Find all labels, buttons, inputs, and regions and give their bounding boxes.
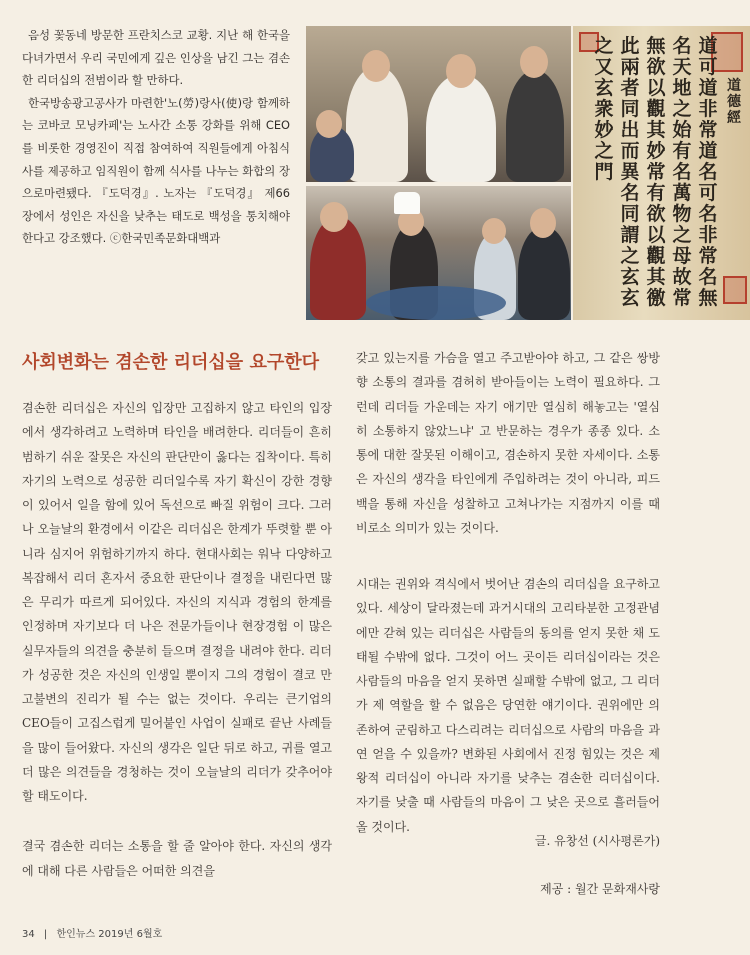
scroll-title: 道德經 <box>727 78 741 126</box>
pope-visit-photo <box>306 26 571 182</box>
source-credit: 제공 : 월간 문화재사랑 <box>540 882 660 896</box>
article-column-left <box>22 396 332 883</box>
dodeokgyeong-scroll-image <box>573 26 750 320</box>
body-paragraph: 겸손한 리더십은 자신의 입장만 고집하지 않고 타인의 입장에서 생각하려고 노력하며 타인을 배려한다. 리더들이 흔히 범하기 쉬운 잘못은 자신의 판단만이 옳다는 집착이다. 특히 자기의 노력으로 성공한 리더일수록 자기 확신이 강한 경향이 있어서 일을 함에 있어 독선으로 빠질 위험이 크다. 그러나 오늘날의 환경에서 이같은 리더십은 한계가 뚜렷할 뿐 아니라 심지어 위험하기까지 하다. 현대사회는 워낙 다양하고 복잡해서 리더 혼자서 중요한 판단이나 결정을 내린다면 많은 무리가 따르게 되어있다. 자신의 지식과 경험의 한계를 인정하며 자기보다 더 나은 전문가들이나 현장경험 이 많은 실무자들의 의견을 충분히 들으며 결정을 내려야 한다. 리더가 성공한 것은 자신의 인생일 뿐이지 그의 경험이 결코 만고불변의 진리가 될 수는 없는 것이다. 우리는 큰기업의 CEO들이 고집스럽게 밀어붙인 사업이 실패로 끝난 사례들을 많이 들어왔다. 자신의 생각은 일단 뒤로 하고, 귀를 열고 더 많은 의견들을 경청하는 것이 오늘날의 리더가 갖추어야 할 태도이다. <box>22 401 332 803</box>
scroll-column-5: 之又玄衆妙之門 <box>594 35 614 183</box>
scroll-column-1: 道可道非常道名可名非常名無 <box>698 35 718 309</box>
body-paragraph: 갖고 있는지를 가슴을 열고 주고받아야 하고, 그 같은 쌍방향 소통의 결과를 겸허히 받아들이는 노력이 필요하다. 그런데 리더들 가운데는 자기 애기만 열심히 해놓고는 '열심히 소통하지 않았느냐' 고 반문하는 경우가 종종 있다. 소통에 대한 잘못된 이해이고, 겸손하지 못한 자세이다. 소통은 자신의 생각을 타인에게 주입하려는 것이 아니라, 피드백을 통해 자신을 성찰하고 고쳐나가는 지점까지 이를 때 비로소 의미가 있는 것이다. <box>356 351 660 535</box>
article-column-right <box>356 346 660 839</box>
photo-caption <box>22 24 290 250</box>
caption-paragraph-1: 음성 꽃동네 방문한 프란치스코 교황. 지난 해 한국을 다녀가면서 우리 국민에게 깊은 인상을 남긴 그는 겸손한 리더십의 전범이라 할 만하다. <box>22 28 290 88</box>
caption-paragraph-2: 한국방송광고공사가 마련한'노(勞)랑사(使)랑 함께하는 코바코 모닝카페'는 노사간 소통 강화를 위해 CEO를 비롯한 경영진이 직접 참여하여 직원들에게 아침식사를 제공하고 임직원이 함께 식사를 나누는 화합의 장으로마련됐다. 『도덕경』. 노자는 『도덕경』 제66장에서 성인은 자신을 낮추는 태도로 백성을 통치해야한다고 강조했다. ⓒ한국민족문화대백과 <box>22 95 290 246</box>
body-paragraph: 시대는 권위와 격식에서 벗어난 겸손의 리더십을 요구하고 있다. 세상이 달라졌는데 과거시대의 고리타분한 고정관념에만 갇혀 있는 리더십은 사람들의 동의를 얻지 못한 채 도태될 수밖에 없다. 그것이 어느 곳이든 리더십이라는 것은 사람들의 마음을 얻지 못하면 실패할 수밖에 없고, 그 리더가 제 역할을 할 수 없음은 당연한 얘기이다. 권위에만 의존하여 군림하고 다스리려는 리더십으로 사람의 마음을 과연 얻을 수 있을까? 변화된 사회에서 진정 힘있는 것은 제왕적 리더십이 아니라 자기를 낮추는 겸손한 리더십이다. 자기를 낮출 때 사람들의 마음이 그 낮은 곳으로 흘러들어올 것이다. <box>356 577 660 834</box>
scroll-column-2: 名天地之始有名萬物之母故常 <box>672 35 692 309</box>
article-headline: 사회변화는 겸손한 리더십을 요구한다 <box>22 352 320 373</box>
scroll-column-4: 此兩者同出而異名同謂之玄玄 <box>620 35 640 309</box>
author-byline: 글. 유창선 (시사평론가) <box>534 834 660 848</box>
page-number: 34 <box>22 929 35 940</box>
morning-cafe-photo <box>306 186 571 320</box>
body-paragraph: 결국 겸손한 리더는 소통을 할 줄 알아야 한다. 자신의 생각에 대해 다른 사람들은 어떠한 의견을 <box>22 839 332 878</box>
scroll-column-3: 無欲以觀其妙常有欲以觀其徼 <box>646 35 666 309</box>
publication-name: 한인뉴스 2019년 6월호 <box>56 929 163 940</box>
footer-separator: | <box>43 929 48 940</box>
page-footer <box>22 925 168 940</box>
photo-collage <box>306 26 750 320</box>
